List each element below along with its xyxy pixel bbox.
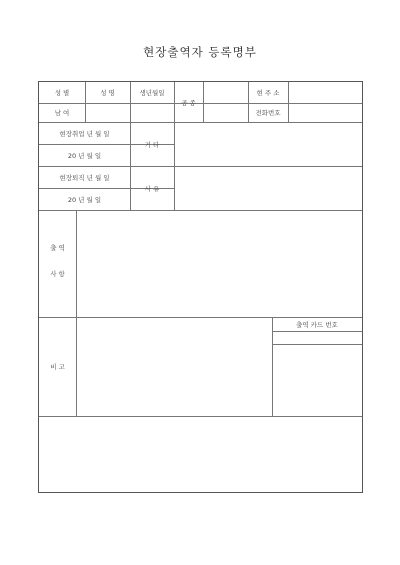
- entry-date-value: 20 년 월 일: [67, 151, 102, 160]
- row-line: [39, 210, 362, 211]
- exit-date-value: 20 년 월 일: [67, 195, 102, 204]
- name-header: 성 명: [100, 89, 115, 97]
- col-line: [288, 82, 289, 122]
- work-items-label-1: 출 역: [50, 243, 65, 252]
- col-line: [203, 82, 204, 122]
- age-header: 남 여: [54, 109, 70, 117]
- entry-date-label: 현장취업 년 월 일: [59, 129, 110, 138]
- gender-header: 성 별: [54, 89, 70, 97]
- phone-header: 전화번호: [255, 109, 281, 117]
- address-header: 현 주 소: [256, 89, 280, 97]
- job-type-header: 공 종: [181, 98, 196, 107]
- birthdate-header: 생년월일: [139, 89, 165, 97]
- row-line: [272, 344, 362, 345]
- document-title: 현장출역자 등록명부: [143, 45, 257, 59]
- row-line: [39, 416, 362, 417]
- work-items-label-2: 사 항: [50, 269, 65, 278]
- reason-label: 사 유: [144, 184, 160, 193]
- card-number-label: 출역 카드 번호: [296, 320, 338, 329]
- exit-date-label: 현장퇴직 년 월 일: [59, 173, 110, 182]
- col-line: [272, 317, 273, 416]
- remarks-label: 비 고: [50, 363, 65, 371]
- row-line: [272, 331, 362, 332]
- registration-form: [38, 81, 363, 493]
- col-line: [76, 210, 77, 416]
- misc-label: 기 타: [144, 140, 160, 149]
